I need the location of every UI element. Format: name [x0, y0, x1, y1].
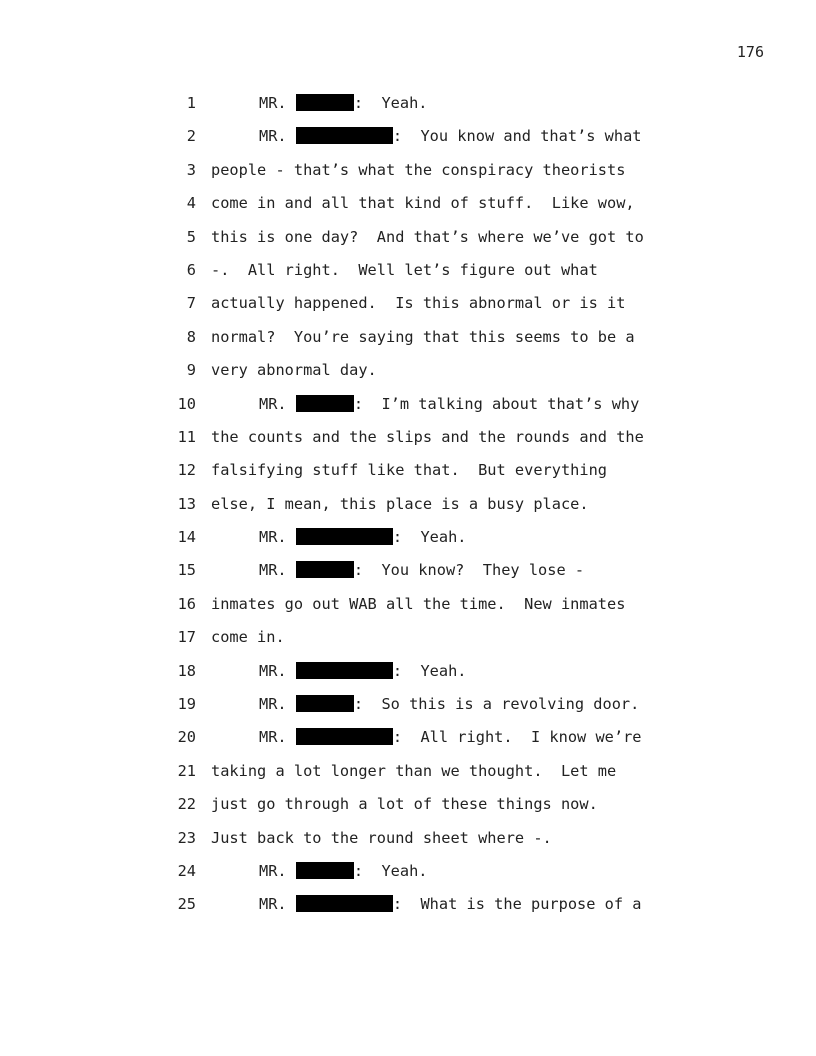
line-text: [259, 393, 639, 415]
transcript-line: [0, 559, 816, 592]
line-number: 2: [186, 127, 196, 146]
line-number: 12: [177, 461, 196, 480]
line-text: [211, 593, 625, 615]
line-number: 9: [186, 361, 196, 380]
line-body: very abnormal day.: [211, 361, 377, 380]
redaction-block: [296, 895, 393, 912]
line-number: 8: [186, 327, 196, 346]
line-text: [211, 259, 598, 281]
transcript-line: [0, 125, 816, 158]
line-body: people - that’s what the conspiracy theorists: [211, 160, 626, 179]
transcript-line: [0, 526, 816, 559]
line-number: 17: [177, 628, 196, 647]
redaction-block: [296, 127, 393, 144]
transcript-line: [0, 92, 816, 125]
line-body: : What is the purpose of a: [392, 895, 642, 914]
page-number: 176: [736, 43, 764, 61]
line-text: [211, 292, 625, 314]
line-body: just go through a lot of these things now.: [211, 795, 598, 814]
line-text: [211, 426, 644, 448]
line-text: [259, 693, 639, 715]
line-text: [211, 760, 616, 782]
speaker-label: MR.: [259, 561, 296, 580]
line-number: 10: [177, 394, 196, 413]
line-number: 6: [186, 260, 196, 279]
line-number: 7: [186, 294, 196, 313]
line-text: [211, 827, 552, 849]
transcript-line: [0, 459, 816, 492]
transcript-line: [0, 359, 816, 392]
line-number: 3: [186, 160, 196, 179]
transcript-line: [0, 827, 816, 860]
line-body: normal? You’re saying that this seems to be a: [211, 327, 635, 346]
redaction-block: [296, 662, 393, 679]
transcript-line: [0, 726, 816, 759]
line-number: 15: [177, 561, 196, 580]
line-body: : Yeah.: [353, 861, 428, 880]
redaction-block: [296, 862, 354, 879]
transcript-line: [0, 226, 816, 259]
line-number: 19: [177, 695, 196, 714]
line-number: 21: [177, 761, 196, 780]
redaction-block: [296, 695, 354, 712]
line-text: [211, 192, 635, 214]
line-number: 22: [177, 795, 196, 814]
line-body: : I’m talking about that’s why: [353, 394, 640, 413]
line-text: [259, 125, 642, 147]
line-body: falsifying stuff like that. But everything: [211, 461, 608, 480]
line-number: 24: [177, 861, 196, 880]
line-number: 20: [177, 728, 196, 747]
speaker-label: MR.: [259, 94, 296, 112]
line-number: 5: [186, 227, 196, 246]
speaker-label: MR.: [259, 661, 296, 680]
line-text: [211, 226, 644, 248]
transcript-line: [0, 660, 816, 693]
line-body: : All right. I know we’re: [392, 728, 642, 747]
line-body: come in.: [211, 628, 285, 647]
line-body: -. All right. Well let’s figure out what: [211, 260, 598, 279]
redaction-block: [296, 94, 354, 111]
line-number: 13: [177, 494, 196, 513]
line-body: : You know and that’s what: [392, 127, 642, 146]
transcript-line: [0, 493, 816, 526]
line-body: : Yeah.: [392, 528, 467, 547]
line-text: [211, 159, 625, 181]
speaker-label: MR.: [259, 528, 296, 547]
redaction-block: [296, 728, 393, 745]
redaction-block: [296, 528, 393, 545]
line-text: [259, 660, 467, 682]
line-text: [211, 359, 377, 381]
line-text: [259, 92, 428, 114]
transcript-line: [0, 426, 816, 459]
line-number: 4: [186, 194, 196, 213]
transcript-line: [0, 626, 816, 659]
line-number: 1: [186, 94, 196, 112]
speaker-label: MR.: [259, 728, 296, 747]
transcript-line: [0, 693, 816, 726]
line-text: [211, 626, 285, 648]
line-text: [259, 559, 584, 581]
line-body: actually happened. Is this abnormal or is it: [211, 294, 626, 313]
line-body: come in and all that kind of stuff. Like wow,: [211, 194, 635, 213]
transcript-body: [0, 92, 816, 927]
line-body: Just back to the round sheet where -.: [211, 828, 552, 847]
transcript-line: [0, 393, 816, 426]
line-body: : You know? They lose -: [353, 561, 585, 580]
line-text: [211, 493, 589, 515]
line-body: : So this is a revolving door.: [353, 695, 640, 714]
line-number: 14: [177, 528, 196, 547]
line-text: [211, 793, 598, 815]
redaction-block: [296, 561, 354, 578]
line-text: [211, 459, 607, 481]
speaker-label: MR.: [259, 861, 296, 880]
line-text: [259, 893, 642, 915]
transcript-line: [0, 793, 816, 826]
line-body: this is one day? And that’s where we’ve got to: [211, 227, 644, 246]
transcript-line: [0, 893, 816, 926]
line-body: : Yeah.: [392, 661, 467, 680]
speaker-label: MR.: [259, 895, 296, 914]
line-number: 11: [177, 427, 196, 446]
speaker-label: MR.: [259, 127, 296, 146]
transcript-line: [0, 292, 816, 325]
line-body: the counts and the slips and the rounds and the: [211, 427, 644, 446]
line-text: [259, 860, 428, 882]
transcript-line: [0, 326, 816, 359]
transcript-line: [0, 593, 816, 626]
redaction-block: [296, 395, 354, 412]
line-text: [259, 526, 467, 548]
transcript-line: [0, 192, 816, 225]
line-body: taking a lot longer than we thought. Let me: [211, 761, 617, 780]
line-number: 25: [177, 895, 196, 914]
line-text: [259, 726, 642, 748]
transcript-line: [0, 159, 816, 192]
line-body: else, I mean, this place is a busy place.: [211, 494, 589, 513]
speaker-label: MR.: [259, 695, 296, 714]
line-number: 16: [177, 594, 196, 613]
line-body: inmates go out WAB all the time. New inmates: [211, 594, 626, 613]
transcript-line: [0, 259, 816, 292]
speaker-label: MR.: [259, 394, 296, 413]
line-number: 23: [177, 828, 196, 847]
line-body: : Yeah.: [353, 94, 428, 112]
line-text: [211, 326, 635, 348]
line-number: 18: [177, 661, 196, 680]
transcript-line: [0, 760, 816, 793]
transcript-line: [0, 860, 816, 893]
